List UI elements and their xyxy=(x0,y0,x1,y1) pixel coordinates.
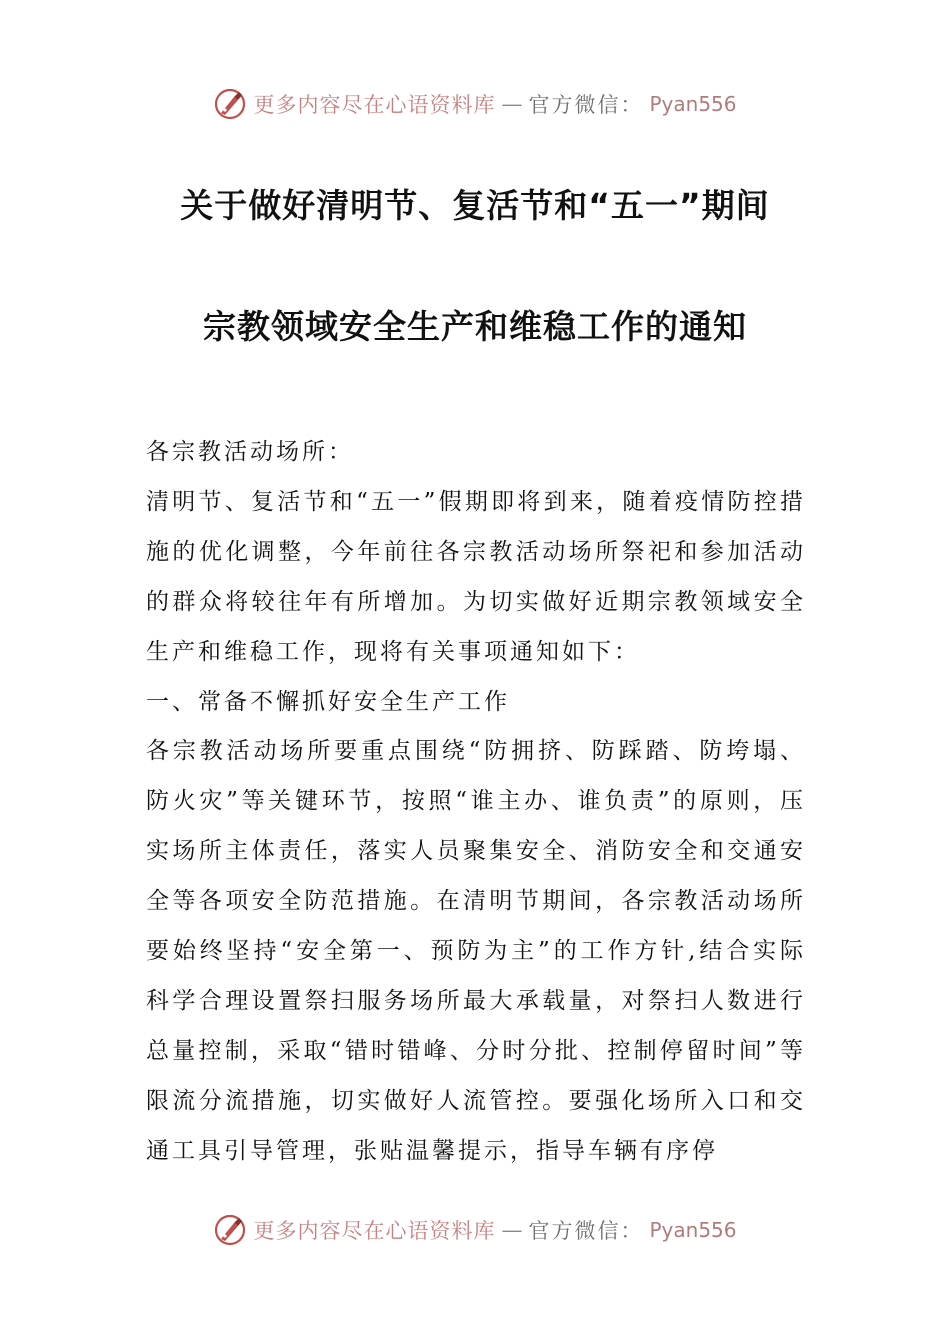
section-heading-1: 一、常备不懈抓好安全生产工作 xyxy=(146,688,510,715)
header-banner xyxy=(0,84,950,124)
footer-banner xyxy=(0,1210,950,1250)
banner-subtext: 官方微信： xyxy=(528,1219,644,1243)
document-title-line-1: 关于做好清明节、复活节和“五一”期间 xyxy=(180,186,770,225)
document-body xyxy=(146,428,806,1177)
pen-nib-logo-icon xyxy=(213,87,247,121)
pen-nib-logo-icon xyxy=(213,1213,247,1247)
banner-separator: — xyxy=(501,1218,523,1242)
document-title-line-2: 宗教领域安全生产和维稳工作的通知 xyxy=(203,307,747,346)
paragraph-intro: 清明节、复活节和“五一”假期即将到来，随着疫情防控措施的优化调整，今年前往各宗教活动场所祭祀和参加活动的群众将较往年有所增加。为切实做好近期宗教领域安全生产和维稳工作，现将有关事项通知如下： xyxy=(146,488,806,665)
banner-subtext: 官方微信： xyxy=(528,93,644,117)
paragraph-section-1: 各宗教活动场所要重点围绕“防拥挤、防踩踏、防垮塌、防火灾”等关键环节，按照“谁主办、谁负责”的原则，压实场所主体责任，落实人员聚集安全、消防安全和交通安全等各项安全防范措施。在清明节期间，各宗教活动场所要始终坚持“安全第一、预防为主”的工作方针,结合实际科学合理设置祭扫服务场所最大承载量，对祭扫人数进行总量控制，采取“错时错峰、分时分批、控制停留时间”等限流分流措施，切实做好人流管控。要强化场所入口和交通工具引导管理，张贴温馨提示，指导车辆有序停 xyxy=(146,738,806,1164)
salutation: 各宗教活动场所： xyxy=(146,439,354,465)
banner-wechat-id: Pyan556 xyxy=(649,92,737,116)
banner-wechat-id: Pyan556 xyxy=(649,1218,737,1242)
banner-text: 更多内容尽在心语资料库 xyxy=(253,93,496,117)
banner-text: 更多内容尽在心语资料库 xyxy=(253,1219,496,1243)
banner-separator: — xyxy=(501,92,523,116)
